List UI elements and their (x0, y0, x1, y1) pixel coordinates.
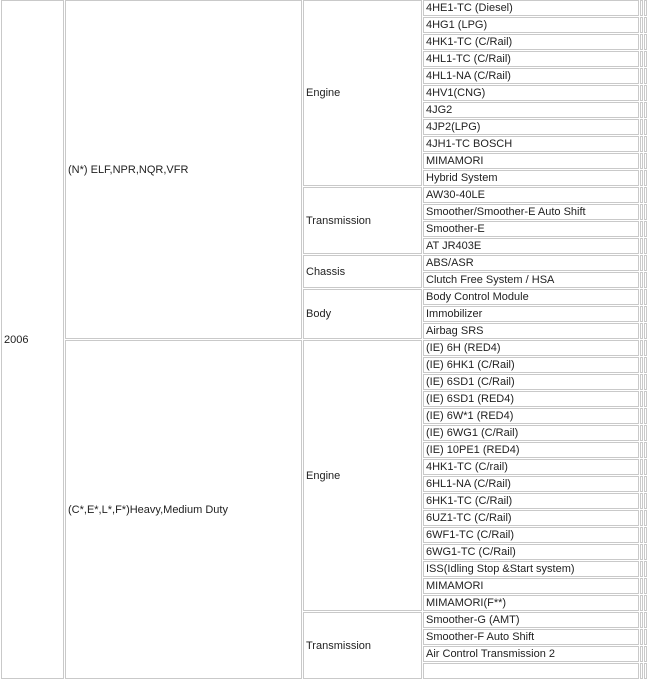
empty-cell (640, 408, 643, 424)
system-item-cell: Smoother-G (AMT) (423, 612, 639, 628)
system-item-cell: ISS(Idling Stop &Start system) (423, 561, 639, 577)
empty-cell (644, 595, 647, 611)
system-item-cell: 4HK1-TC (C/Rail) (423, 34, 639, 50)
system-item-cell: Air Control Transmission 2 (423, 646, 639, 662)
system-group-cell: Transmission (303, 612, 422, 679)
empty-cell (644, 629, 647, 645)
empty-cell (644, 442, 647, 458)
empty-cell (644, 459, 647, 475)
empty-cell (644, 85, 647, 101)
empty-cell (640, 204, 643, 220)
system-item-cell: Airbag SRS (423, 323, 639, 339)
empty-cell (640, 0, 643, 16)
year-cell: 2006 (1, 0, 64, 679)
empty-cell (644, 374, 647, 390)
empty-cell (644, 476, 647, 492)
empty-cell (640, 595, 643, 611)
empty-cell (644, 238, 647, 254)
system-item-cell: (IE) 6WG1 (C/Rail) (423, 425, 639, 441)
system-item-cell: (IE) 6SD1 (RED4) (423, 391, 639, 407)
empty-cell (640, 374, 643, 390)
empty-cell (640, 629, 643, 645)
system-item-cell: (IE) 6W*1 (RED4) (423, 408, 639, 424)
system-group-cell: Body (303, 289, 422, 339)
empty-cell (640, 170, 643, 186)
system-item-cell (423, 663, 639, 679)
system-group-cell: Engine (303, 0, 422, 186)
empty-cell (644, 68, 647, 84)
system-item-cell: (IE) 6HK1 (C/Rail) (423, 357, 639, 373)
table-row (1, 340, 647, 356)
system-item-cell: 4JP2(LPG) (423, 119, 639, 135)
system-item-cell: Smoother-E (423, 221, 639, 237)
empty-cell (644, 578, 647, 594)
system-item-cell: (IE) 10PE1 (RED4) (423, 442, 639, 458)
empty-cell (640, 442, 643, 458)
empty-cell (644, 0, 647, 16)
empty-cell (644, 255, 647, 271)
system-item-cell: 4HV1(CNG) (423, 85, 639, 101)
empty-cell (644, 289, 647, 305)
empty-cell (644, 51, 647, 67)
system-item-cell: Body Control Module (423, 289, 639, 305)
empty-cell (640, 255, 643, 271)
system-item-cell: 4JH1-TC BOSCH (423, 136, 639, 152)
system-item-cell: Immobilizer (423, 306, 639, 322)
system-group-cell: Transmission (303, 187, 422, 254)
empty-cell (640, 527, 643, 543)
system-item-cell: (IE) 6H (RED4) (423, 340, 639, 356)
system-item-cell: MIMAMORI (423, 578, 639, 594)
empty-cell (644, 272, 647, 288)
empty-cell (644, 187, 647, 203)
empty-cell (644, 663, 647, 679)
empty-cell (640, 68, 643, 84)
empty-cell (640, 17, 643, 33)
model-cell: (N*) ELF,NPR,NQR,VFR (65, 0, 302, 339)
empty-cell (644, 561, 647, 577)
empty-cell (644, 170, 647, 186)
system-group-cell: Engine (303, 340, 422, 611)
system-item-cell: MIMAMORI (423, 153, 639, 169)
empty-cell (644, 527, 647, 543)
empty-cell (640, 51, 643, 67)
empty-cell (644, 221, 647, 237)
system-item-cell: Clutch Free System / HSA (423, 272, 639, 288)
empty-cell (640, 612, 643, 628)
system-item-cell: MIMAMORI(F**) (423, 595, 639, 611)
empty-cell (644, 34, 647, 50)
system-item-cell: 4HL1-TC (C/Rail) (423, 51, 639, 67)
empty-cell (644, 646, 647, 662)
empty-cell (644, 544, 647, 560)
empty-cell (640, 578, 643, 594)
empty-cell (644, 408, 647, 424)
empty-cell (640, 34, 643, 50)
empty-cell (640, 102, 643, 118)
empty-cell (640, 544, 643, 560)
empty-cell (640, 391, 643, 407)
empty-cell (644, 493, 647, 509)
table-row (1, 0, 647, 16)
empty-cell (640, 561, 643, 577)
empty-cell (644, 17, 647, 33)
table-body (1, 0, 647, 679)
system-item-cell: AW30-40LE (423, 187, 639, 203)
empty-cell (640, 425, 643, 441)
system-item-cell: 6UZ1-TC (C/Rail) (423, 510, 639, 526)
system-item-cell: 4HK1-TC (C/rail) (423, 459, 639, 475)
model-cell: (C*,E*,L*,F*)Heavy,Medium Duty (65, 340, 302, 679)
system-item-cell: 6WG1-TC (C/Rail) (423, 544, 639, 560)
system-item-cell: 4HL1-NA (C/Rail) (423, 68, 639, 84)
system-item-cell: AT JR403E (423, 238, 639, 254)
system-item-cell: 4JG2 (423, 102, 639, 118)
empty-cell (644, 204, 647, 220)
system-item-cell: 6WF1-TC (C/Rail) (423, 527, 639, 543)
empty-cell (640, 357, 643, 373)
empty-cell (640, 136, 643, 152)
empty-cell (640, 646, 643, 662)
empty-cell (644, 153, 647, 169)
empty-cell (640, 272, 643, 288)
empty-cell (644, 136, 647, 152)
empty-cell (640, 663, 643, 679)
empty-cell (640, 119, 643, 135)
empty-cell (640, 306, 643, 322)
system-item-cell: 4HG1 (LPG) (423, 17, 639, 33)
empty-cell (644, 340, 647, 356)
empty-cell (640, 493, 643, 509)
system-item-cell: 6HL1-NA (C/Rail) (423, 476, 639, 492)
empty-cell (644, 612, 647, 628)
empty-cell (640, 153, 643, 169)
empty-cell (644, 119, 647, 135)
empty-cell (640, 85, 643, 101)
empty-cell (644, 323, 647, 339)
empty-cell (644, 306, 647, 322)
empty-cell (644, 357, 647, 373)
empty-cell (640, 289, 643, 305)
empty-cell (644, 510, 647, 526)
system-item-cell: Hybrid System (423, 170, 639, 186)
system-item-cell: ABS/ASR (423, 255, 639, 271)
empty-cell (640, 323, 643, 339)
system-item-cell: (IE) 6SD1 (C/Rail) (423, 374, 639, 390)
system-item-cell: Smoother-F Auto Shift (423, 629, 639, 645)
system-item-cell: 4HE1-TC (Diesel) (423, 0, 639, 16)
empty-cell (644, 102, 647, 118)
empty-cell (640, 340, 643, 356)
empty-cell (640, 476, 643, 492)
empty-cell (640, 510, 643, 526)
empty-cell (644, 391, 647, 407)
system-item-cell: 6HK1-TC (C/Rail) (423, 493, 639, 509)
empty-cell (640, 187, 643, 203)
empty-cell (640, 238, 643, 254)
system-group-cell: Chassis (303, 255, 422, 288)
empty-cell (640, 459, 643, 475)
empty-cell (640, 221, 643, 237)
empty-cell (644, 425, 647, 441)
system-item-cell: Smoother/Smoother-E Auto Shift (423, 204, 639, 220)
